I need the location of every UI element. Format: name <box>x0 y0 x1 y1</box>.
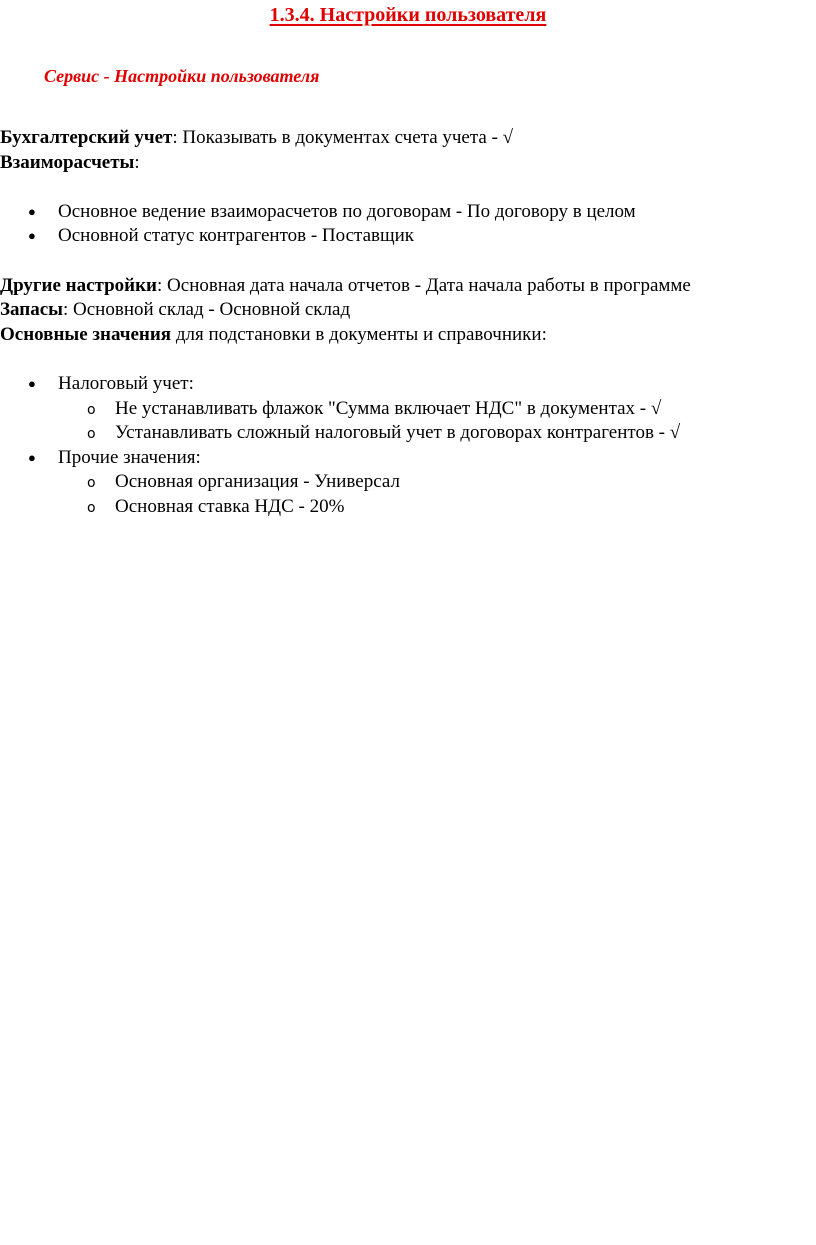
section-heading: 1.3.4. Настройки пользователя <box>269 4 547 26</box>
list-item-text: Основное ведение взаиморасчетов по договорам - По договору в целом <box>58 200 636 222</box>
list-item <box>0 200 810 225</box>
defaults-list <box>0 372 810 520</box>
settings-body <box>0 126 810 520</box>
hollow-bullet-icon: o <box>87 426 96 443</box>
defaults-line <box>0 323 810 348</box>
stocks-line <box>0 298 810 323</box>
sub-list-item-text: Не устанавливать флажок "Сумма включает НДС" в документах - √ <box>115 397 662 419</box>
other-settings-text: : Основная дата начала отчетов - Дата начала работы в программе <box>157 274 691 296</box>
sub-list-item <box>0 397 810 422</box>
sub-list-item <box>0 470 810 495</box>
accounting-line <box>0 126 810 151</box>
sub-list-item-text: Основная ставка НДС - 20% <box>115 495 345 517</box>
hollow-bullet-icon: o <box>87 499 96 516</box>
other-settings-label: Другие настройки <box>0 274 158 296</box>
settlements-label: Взаиморасчеты <box>0 151 135 173</box>
list-item-text: Налоговый учет: <box>58 372 194 394</box>
stocks-text: : Основной склад - Основной склад <box>63 299 351 321</box>
bullet-icon: ● <box>28 203 36 219</box>
sub-list-item <box>0 421 810 446</box>
other-settings-line <box>0 274 810 299</box>
hollow-bullet-icon: o <box>87 401 96 418</box>
bullet-icon: ● <box>28 375 36 391</box>
accounting-text: : Показывать в документах счета учета - √ <box>172 127 514 148</box>
list-item <box>0 224 810 249</box>
hollow-bullet-icon: o <box>87 475 96 492</box>
settlements-line <box>0 151 810 176</box>
settlements-text: : <box>134 151 140 173</box>
menu-path: Сервис - Настройки пользователя <box>44 66 320 86</box>
list-item <box>0 372 810 397</box>
bullet-icon: ● <box>28 449 36 465</box>
defaults-text: для подстановки в документы и справочники: <box>171 323 547 345</box>
sub-list-item-text: Устанавливать сложный налоговый учет в договорах контрагентов - √ <box>115 422 681 444</box>
bullet-icon: ● <box>28 228 36 244</box>
list-item-text: Основной статус контрагентов - Поставщик <box>58 225 415 247</box>
stocks-label: Запасы <box>0 299 63 321</box>
sub-list-item-text: Основная организация - Универсал <box>115 471 400 493</box>
list-item-text: Прочие значения: <box>58 446 201 468</box>
accounting-label: Бухгалтерский учет <box>0 127 173 148</box>
settlements-list <box>0 200 810 249</box>
defaults-label: Основные значения <box>0 323 172 345</box>
list-item <box>0 446 810 471</box>
sub-list-item <box>0 495 810 520</box>
